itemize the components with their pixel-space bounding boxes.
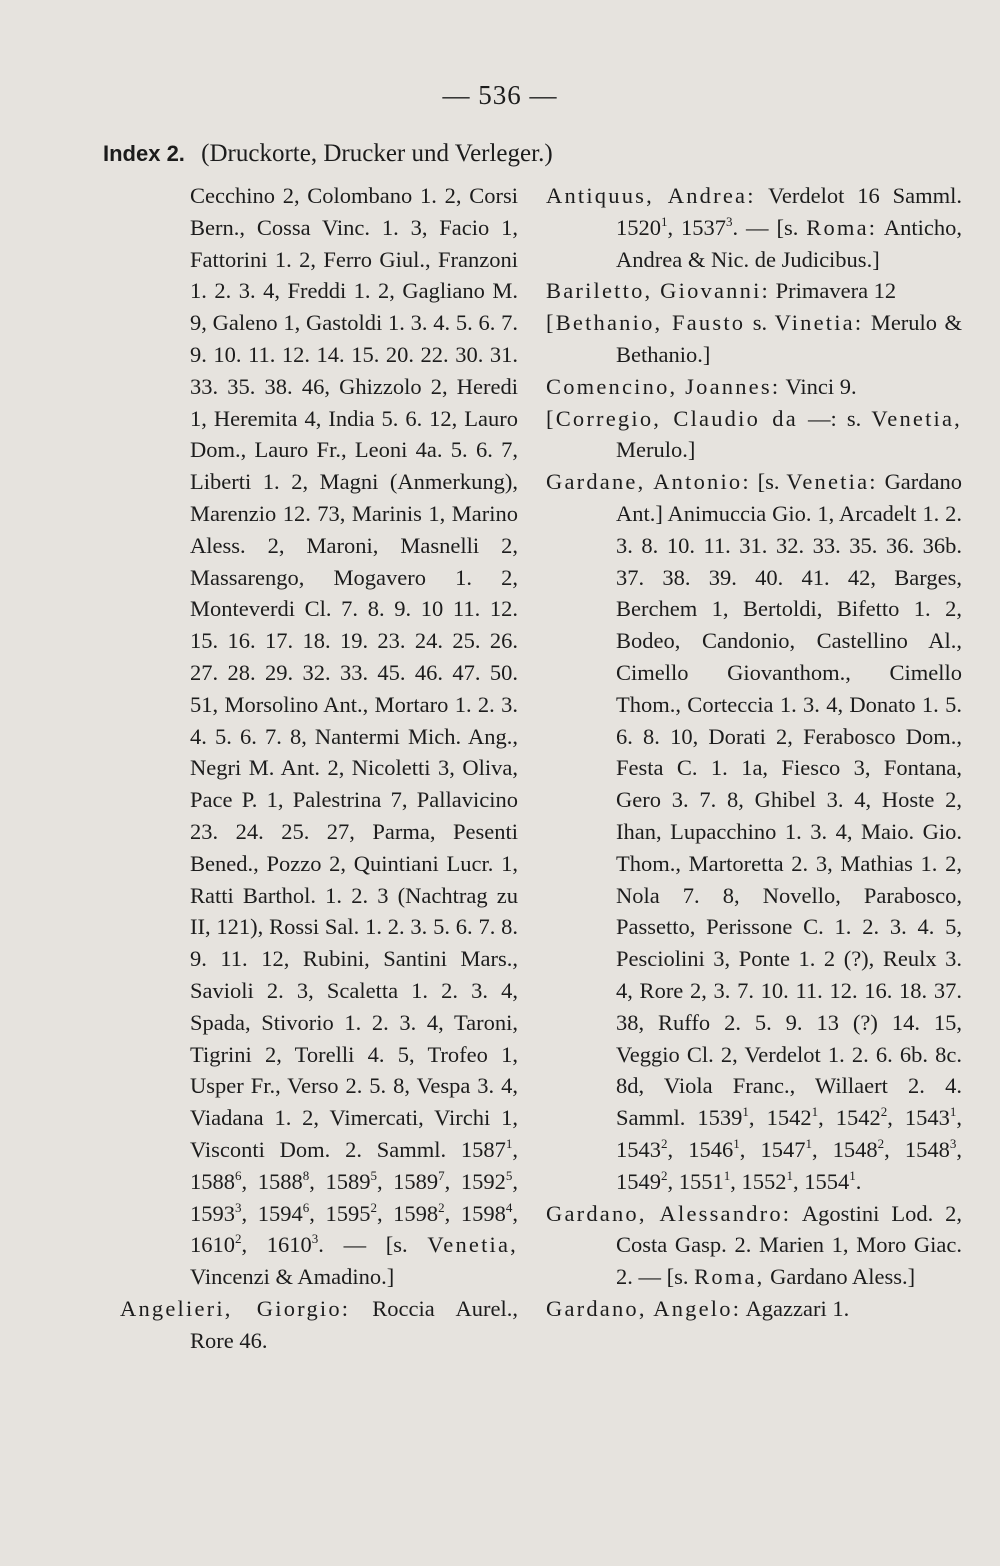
samml-year: 1548$^3$, — [904, 1135, 962, 1162]
entry-head: Gardane, Antonio: — [546, 469, 751, 495]
index-entry-continuation — [120, 180, 518, 1293]
samml-year: 1542$^1$, — [766, 1104, 824, 1131]
samml-year: 1543$^1$, — [904, 1104, 963, 1131]
samml-year: 1554$^1$. — [804, 1167, 862, 1194]
index-heading — [103, 140, 553, 168]
entry-head: Comencino, Joannes: — [546, 373, 781, 399]
see-place: Venetia: — [786, 469, 878, 495]
see-place: Roma: — [806, 214, 878, 240]
entry-body: Verdelot 16 Samml. — [768, 183, 962, 208]
samml-year: 1537$^3$ — [681, 213, 733, 240]
see-publishers: Vincenzi & Amadino.] — [190, 1264, 395, 1290]
entry-body: Gardano Ant.] Animuccia Gio. 1, Arcadelt 1. 2. 3. 8. 10. 11. 31. 32. 33. 35. 36. 36b. 37. 38. 39. 40. 41. 42, Barges, Berchem 1, Bertoldi, Bifetto 1. 2, Bodeo, Candonio, Castellino Al., Cimello Giovanthom., Cimello Thom., Corteccia 1. 3. 4, Donato 1. 5. 6. 8. 10, Dorati 2, Ferabosco Dom., Festa C. 1. 1a, Fiesco 3, Fontana, Gero 3. 7. 8, Ghibel 3. 4, Hoste 2, Ihan, Lupacchino 1. 3. 4, Maio. Gio. Thom., Martoretta 2. 3, Mathias 1. 2, Nola 7. 8, Novello, Parabosco, Passetto, Perissone C. 1. 2. 3. 4. 5, Pesciolini 3, Ponte 1. 2 (?), Reulx 3. 4, Rore 2, 3. 7. 10. 11. 12. 16. 18. 37. 38, Ruffo 2. 5. 9. 13 (?) 14. 15, Veggio Cl. 2, Verdelot 1. 2. 6. 6b. 8c. 8d, Viola Franc., Willaert 2. 4. Samml. — [616, 469, 963, 1131]
samml-year: 1595$^2$, — [325, 1199, 383, 1226]
page-number: — 536 — — [442, 80, 558, 110]
entry-body: Agazzari 1. — [745, 1295, 850, 1321]
entry-head: [Bethanio, Fausto — [546, 310, 746, 336]
see-reference: s. — [752, 310, 768, 336]
entry-head: [Corregio, Claudio da — [546, 405, 798, 431]
samml-year: 1589$^7$, — [393, 1167, 451, 1194]
index-entry — [546, 180, 962, 275]
index-entry — [546, 403, 962, 467]
entry-body: Merulo.] — [616, 437, 696, 463]
samml-year: 1589$^5$, — [325, 1167, 383, 1194]
index-entry — [546, 307, 962, 371]
see-place: Vinetia: — [774, 310, 864, 336]
samml-year: 1552$^1$, — [741, 1167, 799, 1194]
entry-body: Primavera 12 — [775, 278, 897, 304]
entry-body: Roccia Aurel., Rore 46. — [190, 1295, 518, 1353]
see-reference: — [s. — [343, 1232, 408, 1258]
entry-body: Agostini Lod. 2, Costa Gasp. 2. Marien 1, Moro Giac. 2. — [s. — [616, 1200, 962, 1290]
samml-year: 1548$^2$, — [832, 1135, 890, 1162]
samml-year: 1598$^4$, — [460, 1199, 518, 1226]
see-place: Venetia, — [871, 405, 963, 431]
entry-body: Vinci 9. — [785, 373, 857, 399]
see-reference: —: s. — [808, 405, 862, 431]
samml-year: 1593$^3$, — [190, 1199, 248, 1226]
samml-year: 1547$^1$, — [760, 1135, 818, 1162]
entry-head: Angelieri, Giorgio: — [120, 1295, 351, 1321]
index-entry — [546, 1293, 962, 1325]
samml-year: 1539$^1$, — [697, 1104, 755, 1131]
index-entry — [546, 275, 962, 307]
samml-year: 1594$^6$, — [257, 1199, 315, 1226]
left-column — [120, 180, 518, 1356]
index-entry — [546, 466, 962, 1197]
index-entry — [546, 1198, 962, 1293]
entry-body: Cecchino 2, Colombano 1. 2, Corsi Bern., Cossa Vinc. 1. 3, Facio 1, Fattorini 1. 2, Ferro Giul., Franzoni 1. 2. 3. 4, Freddi 1. 2, Gagliano M. 9, Galeno 1, Gastoldi 1. 3. 4. 5. 6. 7. 9. 10. 11. 12. 14. 15. 20. 22. 30. 31. 33. 35. 38. 46, Ghizzolo 2, Heredi 1, Heremita 4, India 5. 6. 12, Lauro Dom., Lauro Fr., Leoni 4a. 5. 6. 7, Liberti 1. 2, Magni (Anmerkung), Marenzio 12. 73, Marinis 1, Marino Aless. 2, Maroni, Masnelli 2, Massarengo, Mogavero 1. 2, Monteverdi Cl. 7. 8. 9. 10 11. 12. 15. 16. 17. 18. 19. 23. 24. 25. 26. 27. 28. 29. 32. 33. 45. 46. 47. 50. 51, Morsolino Ant., Mortaro 1. 2. 3. 4. 5. 6. 7. 8, Nantermi Mich. Ang., Negri M. Ant. 2, Nicoletti 3, Oliva, Pace P. 1, Palestrina 7, Pallavicino 23. 24. 25. 27, Parma, Pesenti Bened., Pozzo 2, Quintiani Lucr. 1, Ratti Barthol. 1. 2. 3 (Nachtrag zu II, 121), Rossi Sal. 1. 2. 3. 5. 6. 7. 8. 9. 11. 12, Rubini, Santini Mars., Savioli 2. 3, Scaletta 1. 2. 3. 4, Spada, Stivorio 1. 2. 3. 4, Taroni, Tigrini 2, Torelli 4. 5, Trofeo 1, Usper Fr., Verso 2. 5. 8, Vespa 3. 4, Viadana 1. 2, Vimercati, Virchi 1, Visconti Dom. 2. Samml. — [190, 183, 518, 1162]
see-reference: [s. — [757, 469, 780, 495]
index-entry — [546, 371, 962, 403]
samml-year: 1592$^5$, — [460, 1167, 518, 1194]
samml-year: 1588$^6$, — [190, 1167, 248, 1194]
see-reference: . — [s. — [732, 214, 799, 240]
samml-year: 1610$^2$, — [190, 1231, 248, 1258]
samml-year: 1546$^1$, — [688, 1135, 746, 1162]
samml-year: 1587$^1$, — [460, 1135, 518, 1162]
samml-year: 1520$^1$, — [616, 213, 674, 240]
index-entry — [120, 1293, 518, 1357]
entry-body: Merulo & Bethanio.] — [616, 310, 963, 367]
samml-year: 1610$^3$. — [266, 1231, 324, 1258]
see-place: Roma, — [694, 1264, 765, 1290]
see-publishers: Gardano Aless.] — [770, 1264, 916, 1290]
entry-body: Anticho, Andrea & Nic. de Judicibus.] — [616, 214, 963, 272]
entry-head: Bariletto, Giovanni: — [546, 278, 770, 304]
samml-year: 1588$^8$, — [257, 1167, 315, 1194]
index-subtitle: (Druckorte, Drucker und Verleger.) — [201, 140, 553, 167]
see-place: Venetia, — [427, 1232, 519, 1258]
entry-head: Gardano, Angelo: — [546, 1295, 742, 1321]
index-label: Index 2. — [103, 141, 185, 166]
entry-head: Gardano, Alessandro: — [546, 1200, 792, 1226]
samml-year: 1598$^2$, — [393, 1199, 451, 1226]
samml-year: 1542$^2$, — [835, 1104, 893, 1131]
right-column — [546, 180, 962, 1325]
samml-year: 1543$^2$, — [616, 1135, 674, 1162]
samml-year: 1551$^1$, — [678, 1167, 736, 1194]
samml-year: 1549$^2$, — [616, 1167, 674, 1194]
entry-head: Antiquus, Andrea: — [546, 183, 756, 208]
